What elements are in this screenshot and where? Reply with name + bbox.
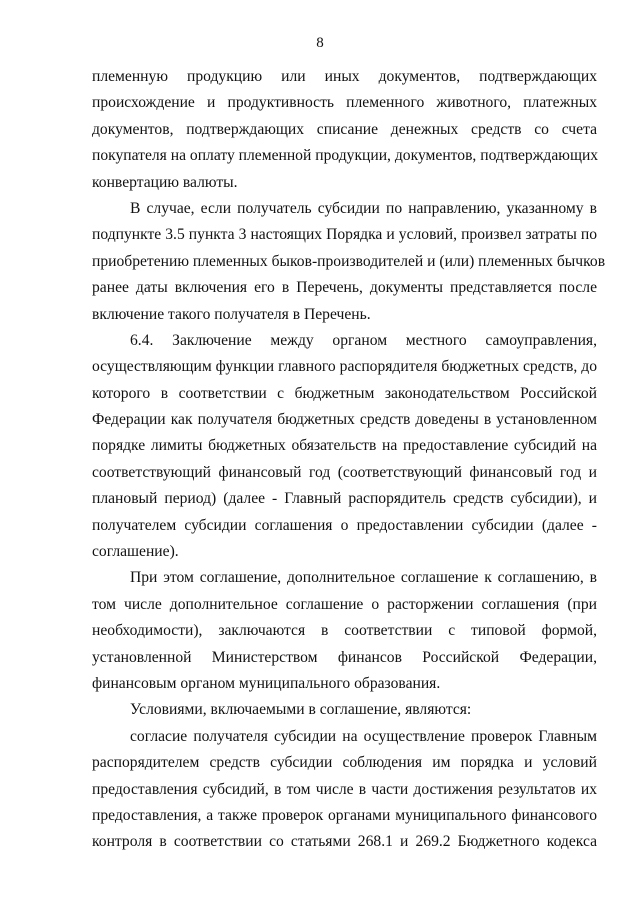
text-line: предоставления, а также проверок органами муниципального финансового: [92, 806, 597, 824]
text-line: приобретению племенных быков-производителей и (или) племенных бычков: [92, 252, 606, 270]
text-line: контроля в соответствии со статьями 268.1 и 269.2 Бюджетного кодекса: [92, 833, 597, 851]
paragraph-continuation: [92, 64, 597, 196]
text-line: которого в соответствии с бюджетным законодательством Российской: [92, 384, 597, 402]
text-line: племенную продукцию или иных документов, подтверждающих: [92, 68, 597, 85]
page-number: 8: [316, 35, 324, 51]
text-line: соответствующий финансовый год (соответствующий финансовый год и: [92, 463, 597, 481]
text-line: документов, подтверждающих списание денежных средств со счета: [92, 120, 597, 138]
text-line: соглашение).: [92, 543, 179, 561]
text-line: порядке лимиты бюджетных обязательств на предоставление субсидий на: [92, 437, 597, 455]
text-line: том числе дополнительное соглашение о расторжении соглашения (при: [92, 595, 597, 613]
text-line: 6.4. Заключение между органом местного самоуправления,: [130, 331, 597, 349]
paragraph-breeding-bulls: [92, 196, 606, 328]
document-body: [92, 64, 606, 856]
text-line: распорядителем средств субсидии соблюдения им порядка и условий: [92, 754, 597, 772]
paragraph-section-6-4: [92, 328, 597, 566]
text-line: необходимости), заключаются в соответствии с типовой формой,: [92, 622, 597, 640]
text-line: Условиями, включаемыми в соглашение, являются:: [130, 701, 472, 719]
text-line: При этом соглашение, дополнительное соглашение к соглашению, в: [130, 569, 597, 587]
text-line: предоставления субсидий, в том числе в части достижения результатов их: [92, 780, 597, 798]
text-line: конвертацию валюты.: [92, 173, 238, 191]
paragraph-agreement-conditions: [92, 697, 597, 723]
paragraph-agreement-form: [92, 565, 597, 697]
paragraph-consent-checks: [92, 724, 597, 856]
text-line: происхождение и продуктивность племенного животного, платежных: [92, 94, 597, 112]
text-line: включение такого получателя в Перечень.: [92, 305, 371, 323]
text-line: согласие получателя субсидии на осуществление проверок Главным: [130, 727, 597, 745]
text-line: подпункте 3.5 пункта 3 настоящих Порядка и условий, произвел затраты по: [92, 226, 597, 244]
text-line: ранее даты включения его в Перечень, документы представляется после: [92, 279, 597, 297]
text-line: Федерации как получателя бюджетных средств доведены в установленном: [92, 411, 597, 429]
text-line: плановый период) (далее - Главный распорядитель средств субсидии), и: [92, 490, 597, 508]
text-line: В случае, если получатель субсидии по направлению, указанному в: [130, 199, 597, 217]
text-line: финансовым органом муниципального образования.: [92, 674, 441, 692]
text-line: установленной Министерством финансов Российской Федерации,: [92, 648, 597, 666]
text-line: осуществляющим функции главного распорядителя бюджетных средств, до: [92, 358, 597, 376]
text-line: получателем субсидии соглашения о предоставлении субсидии (далее -: [92, 516, 597, 534]
text-line: покупателя на оплату племенной продукции, документов, подтверждающих: [92, 147, 599, 165]
